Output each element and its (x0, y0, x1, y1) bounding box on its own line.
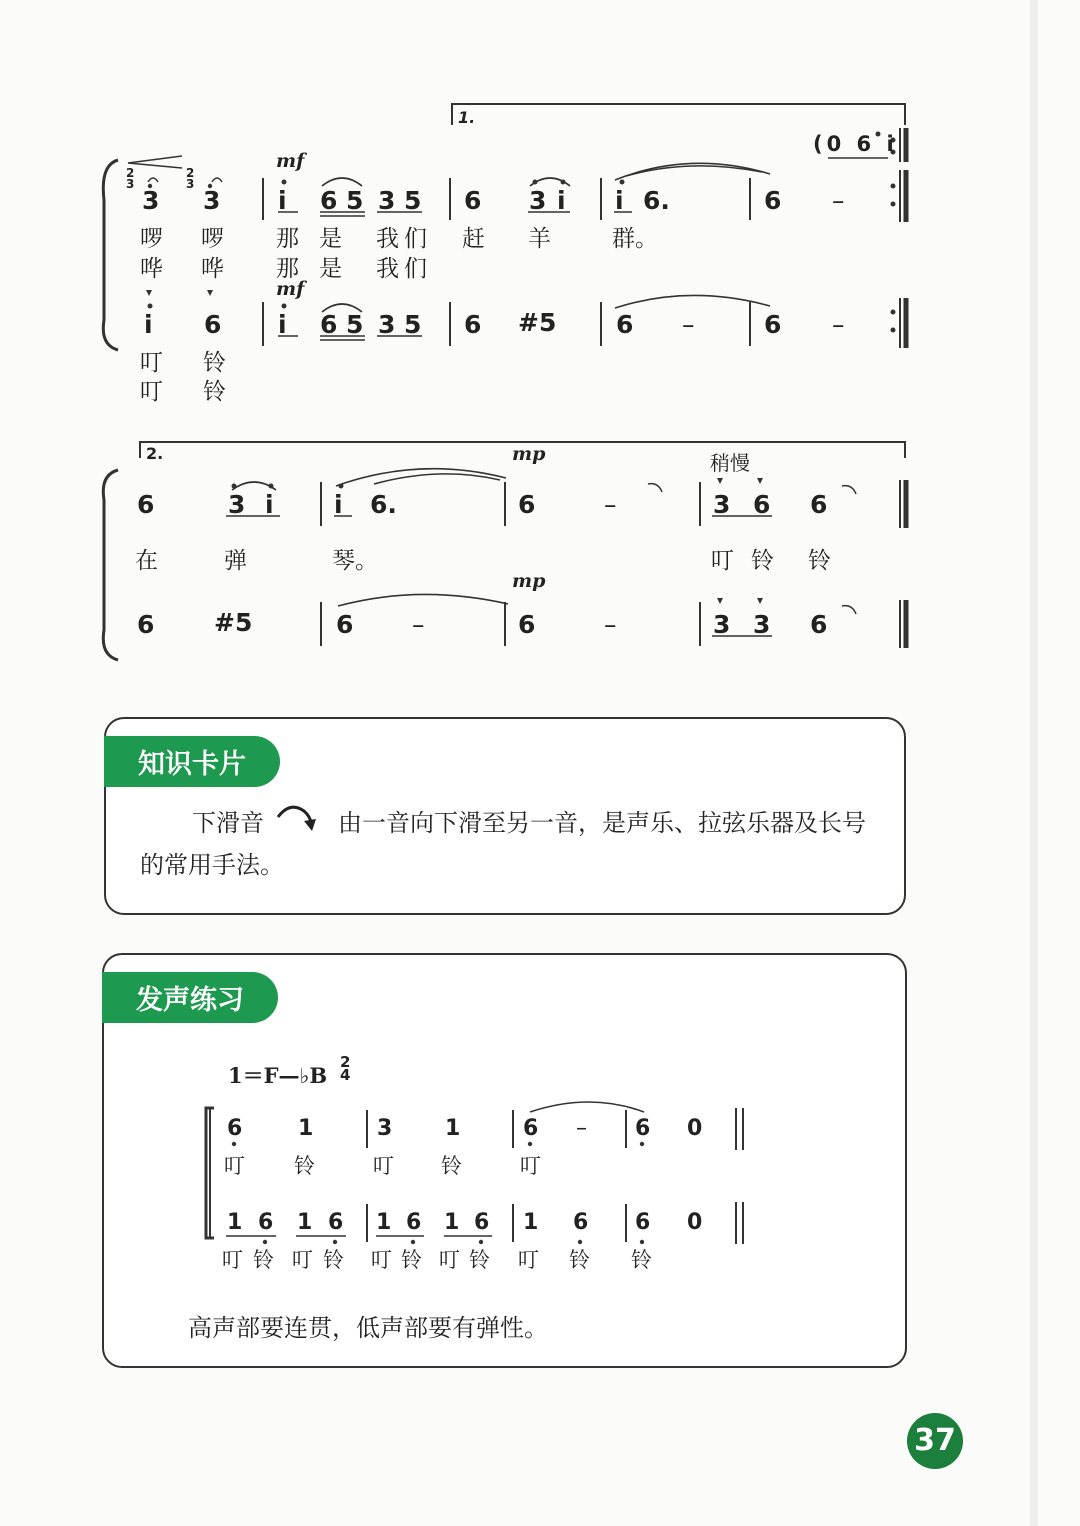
note: 3 (713, 610, 731, 639)
glide-term: 下滑音 (192, 809, 264, 837)
note: 5 (404, 310, 422, 339)
lyric: 弹 (224, 548, 247, 574)
knowledge-card-title: 知识卡片 (104, 736, 280, 787)
dynamic-marking: mf (276, 150, 305, 172)
lyric: 哗 (201, 256, 224, 282)
lyric: 铃 (751, 548, 774, 574)
note: 6 (753, 490, 771, 519)
lyric: 是 (319, 226, 342, 252)
note: 1 (227, 1210, 243, 1235)
note: 1 (445, 1116, 461, 1141)
note: 6 (518, 490, 536, 519)
lyric: 叮 (140, 350, 163, 376)
note: 6 (635, 1210, 651, 1235)
time-signature: 2 4 (340, 1053, 351, 1084)
note: 6 (406, 1210, 422, 1235)
note-dash: – (682, 310, 695, 339)
glide-description-cont: 的常用手法。 (140, 851, 284, 879)
note: 3 (377, 1116, 393, 1141)
beat-fraction: 2 3 (186, 166, 195, 191)
beat-fraction: 2 3 (126, 166, 135, 191)
note: 5 (346, 186, 364, 215)
note: 6 (616, 310, 634, 339)
note: #5 (518, 308, 557, 337)
lyric: 啰 (201, 226, 224, 252)
note: 6 (810, 610, 828, 639)
lyric: 我 (376, 256, 399, 282)
pickup-notes: (0 6 i (813, 132, 898, 156)
lyric: 哗 (140, 256, 163, 282)
lyric: 叮 (292, 1248, 313, 1272)
page-number: 37 (907, 1413, 963, 1469)
note: 6 (204, 310, 222, 339)
note: 6 (328, 1210, 344, 1235)
note: 3 (142, 186, 160, 215)
practice-instruction: 高声部要连贯，低声部要有弹性。 (188, 1314, 548, 1342)
note: i (144, 310, 153, 339)
lyric: 叮 (518, 1248, 539, 1272)
note: 6 (320, 310, 338, 339)
note: 3 (228, 490, 246, 519)
lyric: 羊 (528, 226, 551, 252)
note: i (615, 186, 624, 215)
tempo-marking: 稍慢 (710, 451, 750, 475)
lyric: 铃 (294, 1154, 315, 1178)
note: i (278, 186, 287, 215)
lyric: 赶 (462, 226, 485, 252)
lyric: 叮 (224, 1154, 245, 1178)
note: 6 (464, 186, 482, 215)
note-dash: – (604, 610, 617, 639)
lyric: 铃 (631, 1248, 652, 1272)
lyric: 叮 (711, 548, 734, 574)
lyric: 群。 (612, 226, 658, 252)
note-dash: – (576, 1116, 587, 1141)
note: 6 (258, 1210, 274, 1235)
note: 6 (523, 1116, 539, 1141)
lyric: 叮 (222, 1248, 243, 1272)
lyric: 铃 (323, 1248, 344, 1272)
note: 6 (635, 1116, 651, 1141)
lyric: 叮 (373, 1154, 394, 1178)
dynamic-marking: mp (512, 570, 546, 592)
lyric: 那 (276, 256, 299, 282)
lyric: 叮 (140, 379, 163, 405)
lyric: 铃 (808, 548, 831, 574)
note-dash: – (412, 610, 425, 639)
note: 0 (687, 1210, 703, 1235)
note: 3 (378, 310, 396, 339)
note: 6 (518, 610, 536, 639)
note: i (334, 490, 343, 519)
key-signature: 1＝F—♭B (228, 1063, 328, 1088)
note: 6 (474, 1210, 490, 1235)
note: 5 (346, 310, 364, 339)
note: 6 (573, 1210, 589, 1235)
note: 6 (137, 490, 155, 519)
note: 1 (523, 1210, 539, 1235)
dynamic-marking: mf (276, 278, 305, 300)
lyric: 在 (135, 548, 158, 574)
lyric: 叮 (520, 1154, 541, 1178)
note: 6. (370, 490, 397, 519)
lyric: 琴。 (332, 548, 378, 574)
lyric: 们 (404, 256, 427, 282)
lyric: 铃 (401, 1248, 422, 1272)
volta-2-label: 2. (146, 444, 164, 463)
note: i (265, 490, 274, 519)
note: i (557, 186, 566, 215)
note: 6 (336, 610, 354, 639)
note: 6 (227, 1116, 243, 1141)
note: 6 (137, 610, 155, 639)
note: 3 (753, 610, 771, 639)
note: 1 (298, 1116, 314, 1141)
lyric: 叮 (439, 1248, 460, 1272)
glide-description: 由一音向下滑至另一音，是声乐、拉弦乐器及长号 (338, 809, 866, 837)
note: 6 (320, 186, 338, 215)
note-dash: – (832, 310, 845, 339)
volta-1-label: 1. (458, 108, 476, 127)
lyric: 铃 (469, 1248, 490, 1272)
lyric: 铃 (203, 350, 226, 376)
note: 0 (687, 1116, 703, 1141)
vocal-practice-title: 发声练习 (102, 972, 278, 1023)
lyric: 们 (404, 226, 427, 252)
lyric: 铃 (203, 379, 226, 405)
dynamic-marking: mp (512, 443, 546, 465)
note: 6 (764, 186, 782, 215)
note: 3 (713, 490, 731, 519)
lyric: 铃 (569, 1248, 590, 1272)
lyric: 是 (319, 256, 342, 282)
note: 3 (529, 186, 547, 215)
note: 1 (376, 1210, 392, 1235)
note: 1 (444, 1210, 460, 1235)
lyric: 铃 (253, 1248, 274, 1272)
note: 1 (297, 1210, 313, 1235)
note: 3 (378, 186, 396, 215)
note: 6 (810, 490, 828, 519)
note: i (278, 310, 287, 339)
note: 3 (203, 186, 221, 215)
note: 6. (643, 186, 670, 215)
note: 5 (404, 186, 422, 215)
note-dash: – (832, 186, 845, 215)
lyric: 那 (276, 226, 299, 252)
note-dash: – (604, 490, 617, 519)
lyric: 我 (376, 226, 399, 252)
note: #5 (214, 608, 253, 637)
note: 6 (464, 310, 482, 339)
note: 6 (764, 310, 782, 339)
lyric: 铃 (441, 1154, 462, 1178)
lyric: 啰 (140, 226, 163, 252)
lyric: 叮 (371, 1248, 392, 1272)
